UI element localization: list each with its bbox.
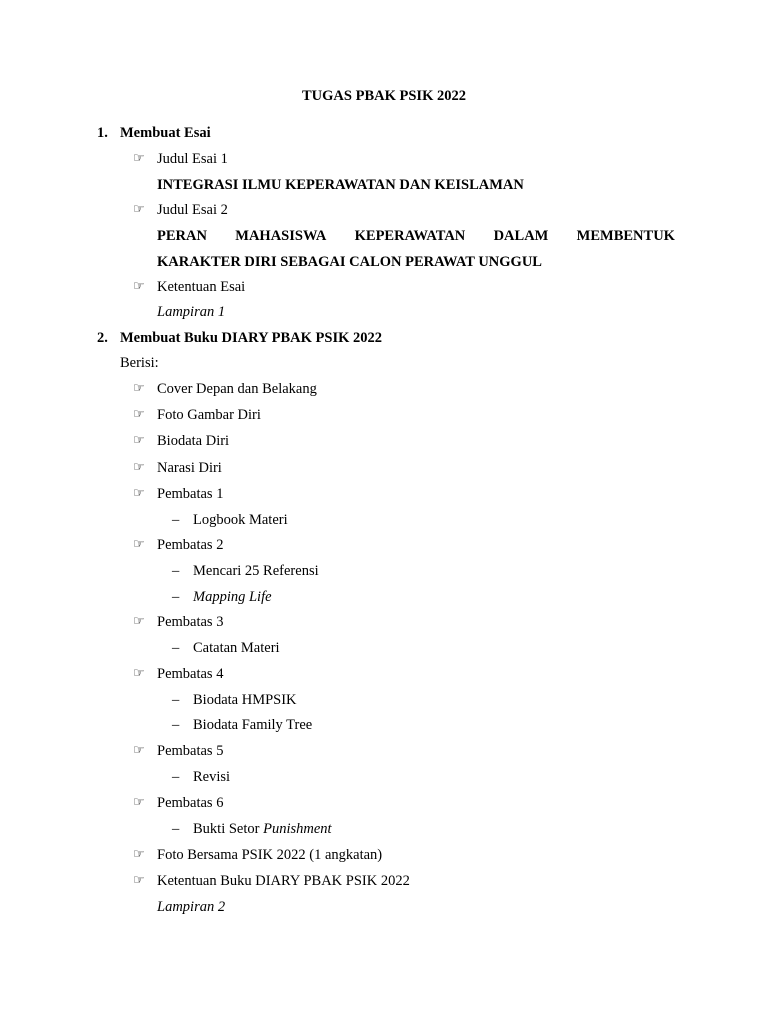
ketentuan-esai: Ketentuan Esai [157, 279, 246, 295]
judul2-word: MEMBENTUK [576, 228, 675, 244]
section2-number: 2. [97, 330, 108, 346]
list-item: Pembatas 6 [157, 795, 224, 811]
pointing-hand-icon: ☞ [133, 795, 145, 810]
list-item: Pembatas 4 [157, 666, 224, 682]
judul2-word: KEPERAWATAN [354, 228, 466, 244]
list-item: Narasi Diri [157, 460, 222, 476]
lampiran-1: Lampiran 1 [157, 304, 226, 320]
pointing-hand-icon: ☞ [133, 537, 145, 552]
pointing-hand-icon: ☞ [133, 614, 145, 629]
judul2-word: MAHASISWA [235, 228, 327, 244]
pointing-hand-icon: ☞ [133, 381, 145, 396]
berisi-label: Berisi: [120, 355, 159, 371]
judul2-word: PERAN [157, 228, 207, 244]
dash-marker: – [172, 512, 180, 528]
list-item: Pembatas 5 [157, 743, 224, 759]
pointing-hand-icon: ☞ [133, 666, 145, 681]
judul1-label: Judul Esai 1 [157, 151, 228, 167]
list-item: Pembatas 1 [157, 486, 224, 502]
list-item: Cover Depan dan Belakang [157, 381, 317, 397]
list-item: Biodata Diri [157, 433, 230, 449]
dash-marker: – [172, 589, 180, 605]
list-item: Pembatas 2 [157, 537, 224, 553]
sub-item: Logbook Materi [193, 512, 288, 528]
sub-item: Catatan Materi [193, 640, 280, 656]
sub-item: Mapping Life [193, 589, 272, 605]
judul2-line1 [157, 227, 675, 245]
sub-item: Mencari 25 Referensi [193, 563, 319, 579]
dash-marker: – [172, 717, 180, 733]
section1-heading: Membuat Esai [120, 125, 211, 141]
pointing-hand-icon: ☞ [133, 743, 145, 758]
section2-heading: Membuat Buku DIARY PBAK PSIK 2022 [120, 330, 382, 346]
page-title: TUGAS PBAK PSIK 2022 [302, 88, 466, 104]
pointing-hand-icon: ☞ [133, 460, 145, 475]
dash-marker: – [172, 769, 180, 785]
dash-marker: – [172, 692, 180, 708]
dash-marker: – [172, 640, 180, 656]
pointing-hand-icon: ☞ [133, 151, 145, 166]
judul2-label: Judul Esai 2 [157, 202, 228, 218]
dash-marker: – [172, 563, 180, 579]
list-item: Pembatas 3 [157, 614, 224, 630]
pointing-hand-icon: ☞ [133, 847, 145, 862]
sub-item [193, 820, 332, 838]
list-item: Ketentuan Buku DIARY PBAK PSIK 2022 [157, 873, 410, 889]
pointing-hand-icon: ☞ [133, 279, 145, 294]
sub-item: Biodata Family Tree [193, 717, 313, 733]
sub-item-italic: Punishment [263, 821, 332, 837]
judul1-text: INTEGRASI ILMU KEPERAWATAN DAN KEISLAMAN [157, 177, 524, 193]
list-item: Foto Gambar Diri [157, 407, 261, 423]
judul2-line2: KARAKTER DIRI SEBAGAI CALON PERAWAT UNGGUL [157, 254, 542, 270]
sub-item: Biodata HMPSIK [193, 692, 297, 708]
pointing-hand-icon: ☞ [133, 873, 145, 888]
pointing-hand-icon: ☞ [133, 433, 145, 448]
pointing-hand-icon: ☞ [133, 407, 145, 422]
sub-item: Revisi [193, 769, 231, 785]
lampiran-2: Lampiran 2 [157, 899, 226, 915]
dash-marker: – [172, 821, 180, 837]
pointing-hand-icon: ☞ [133, 202, 145, 217]
sub-item-text: Bukti Setor [193, 821, 264, 837]
section1-number: 1. [97, 125, 108, 141]
list-item: Foto Bersama PSIK 2022 (1 angkatan) [157, 847, 383, 863]
pointing-hand-icon: ☞ [133, 486, 145, 501]
judul2-word: DALAM [493, 228, 549, 244]
